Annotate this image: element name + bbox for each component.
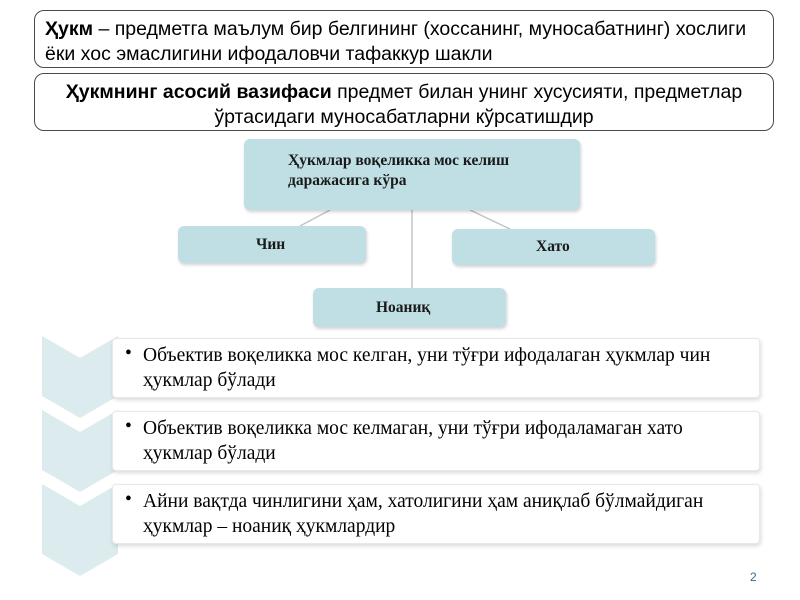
definition-text: – предметга маълум бир белгининг (хоссанинг, муносабатнинг) хослиги ёки хос эмаслигини ифодаловчи тафаккур шакли: [45, 18, 747, 65]
function-term: Ҳукмнинг асосий вазифаси: [65, 81, 332, 103]
definition-term: Ҳукм: [45, 18, 94, 40]
bullet-text-1: Объектив воқеликка мос келган, уни тўғри ифодалаган ҳукмлар чин ҳукмлар бўлади: [143, 345, 711, 391]
bullet-item-3: [112, 484, 760, 544]
bullet-item-1: [112, 338, 760, 398]
function-text: предмет билан унинг хусусияти, предметлар ўртасидаги муносабатларни кўрсатишдир: [214, 81, 743, 128]
diagram-node-true: Чин: [178, 226, 366, 263]
bullet-item-2: [112, 411, 760, 471]
bullet-dot: •: [125, 343, 132, 364]
chevron-shape-1: [42, 336, 118, 418]
chevron-shape-3: [42, 484, 118, 576]
diagram-node-uncertain: Ноаниқ: [313, 288, 506, 327]
chevron-shape-2: [42, 410, 118, 492]
connector-root-true: [300, 210, 330, 226]
bullet-dot: •: [125, 416, 132, 437]
bullet-text-3: Айни вақтда чинлигини ҳам, хатолигини ҳам аниқлаб бўлмайдиган ҳукмлар – ноаниқ ҳукмлардир: [143, 491, 704, 537]
diagram-root-node: Ҳукмлар воқеликка мос келиш даражасига кўра: [244, 139, 580, 210]
page-number: 2: [750, 570, 757, 584]
connector-root-false: [470, 210, 510, 229]
bullet-text-2: Объектив воқеликка мос келмаган, уни тўғри ифодаламаган хато ҳукмлар бўлади: [143, 418, 683, 464]
bullet-dot: •: [125, 489, 132, 510]
diagram-node-false: Хато: [452, 229, 655, 265]
